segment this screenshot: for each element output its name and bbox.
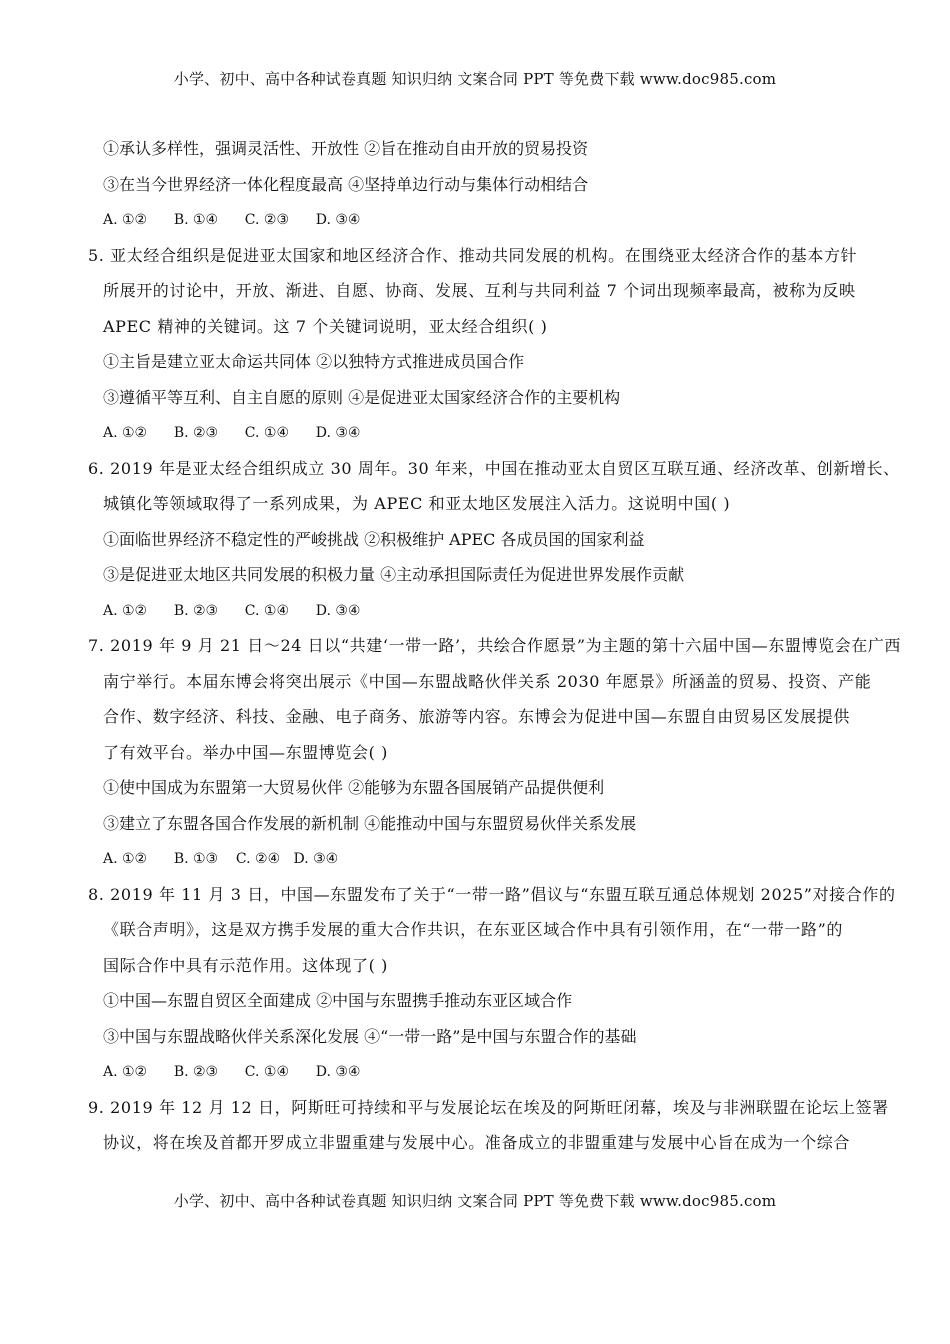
q8-answer-choices: A. ①② B. ②③ C. ①④ D. ③④ [103,1064,361,1080]
q4-option-line-2: ③在当今世界经济一体化程度最高 ④坚持单边行动与集体行动相结合 [103,174,589,194]
q5-answer-choices: A. ①② B. ②③ C. ①④ D. ③④ [103,425,361,441]
q7-option-line-1: ①使中国成为东盟第一大贸易伙伴 ②能够为东盟各国展销产品提供便利 [103,778,605,797]
q8-stem-line-1: 8. 2019 年 11 月 3 日，中国—东盟发布了关于“一带一路”倡议与“东盟互联互通总体规划 2025”对接合作的 [88,884,896,904]
question-6 [88,458,900,622]
q6-answer-choices: A. ①② B. ②③ C. ①④ D. ③④ [103,602,361,619]
question-9 [88,1097,889,1155]
q5-stem-line-1: 5. 亚太经合组织是促进亚太国家和地区经济合作、推动共同发展的机构。在围绕亚太经济合作的基本方针 [88,245,858,265]
q5-option-line-2: ③遵循平等互利、自主自愿的原则 ④是促进亚太国家经济合作的主要机构 [103,387,621,407]
q7-stem-line-3: 合作、数字经济、科技、金融、电子商务、旅游等内容。东博会为促进中国—东盟自由贸易区发展提供 [103,707,851,726]
q8-option-line-2: ③中国与东盟战略伙伴关系深化发展 ④“一带一路”是中国与东盟合作的基础 [103,1026,637,1046]
question-4 [103,138,873,231]
q7-option-line-2: ③建立了东盟各国合作发展的新机制 ④能推动中国与东盟贸易伙伴关系发展 [103,813,637,833]
question-8 [88,884,896,1084]
q6-option-line-2: ③是促进亚太地区共同发展的积极力量 ④主动承担国际责任为促进世界发展作贡献 [103,565,685,584]
q9-stem-line-1: 9. 2019 年 12 月 12 日，阿斯旺可持续和平与发展论坛在埃及的阿斯旺闭幕，埃及与非洲联盟在论坛上签署 [88,1097,889,1117]
q7-answer-choices: A. ①② B. ①③ C. ②④ D. ③④ [103,851,339,867]
page-footer: 小学、初中、高中各种试卷真题 知识归纳 文案合同 PPT 等免费下载 www.doc985.com [173,1192,777,1210]
q6-stem-line-2: 城镇化等领域取得了一系列成果，为 APEC 和亚太地区发展注入活力。这说明中国( ) [103,494,731,513]
exam-content [88,138,902,1168]
q8-option-line-1: ①中国—东盟自贸区全面建成 ②中国与东盟携手推动东亚区域合作 [103,991,573,1010]
q5-option-line-1: ①主旨是建立亚太命运共同体 ②以独特方式推进成员国合作 [103,352,525,371]
q7-stem-line-1: 7. 2019 年 9 月 21 日～24 日以“共建‘一带一路’，共绘合作愿景”为主题的第十六届中国—东盟博览会在广西 [88,636,902,655]
q5-stem-line-2: 所展开的讨论中，开放、渐进、自愿、协商、发展、互利与共同利益 7 个词出现频率最高，被称为反映 [103,281,856,300]
q8-stem-line-3: 国际合作中具有示范作用。这体现了( ) [103,955,388,975]
q5-stem-line-3: APEC 精神的关键词。这 7 个关键词说明，亚太经合组织( ) [103,316,548,336]
question-5 [88,245,873,445]
q7-stem-line-4: 了有效平台。举办中国—东盟博览会( ) [103,742,388,762]
q4-answer-choices: A. ①② B. ①④ C. ②③ D. ③④ [103,212,361,228]
q9-stem-line-2: 协议，将在埃及首都开罗成立非盟重建与发展中心。准备成立的非盟重建与发展中心旨在成为一个综合 [103,1133,851,1152]
q4-option-line-1: ①承认多样性，强调灵活性、开放性 ②旨在推动自由开放的贸易投资 [103,139,589,158]
q6-option-line-1: ①面临世界经济不稳定性的严峻挑战 ②积极维护 APEC 各成员国的国家利益 [103,529,645,549]
q8-stem-line-2: 《联合声明》，这是双方携手发展的重大合作共识，在东亚区域合作中具有引领作用，在“一带一路”的 [103,920,843,939]
page-header: 小学、初中、高中各种试卷真题 知识归纳 文案合同 PPT 等免费下载 www.doc985.com [173,70,777,88]
q6-stem-line-1: 6. 2019 年是亚太经合组织成立 30 周年。30 年来，中国在推动亚太自贸区互联互通、经济改革、创新增长、 [88,458,900,478]
q7-stem-line-2: 南宁举行。本届东博会将突出展示《中国—东盟战略伙伴关系 2030 年愿景》所涵盖的贸易、投资、产能 [103,671,872,691]
question-7 [88,635,902,870]
